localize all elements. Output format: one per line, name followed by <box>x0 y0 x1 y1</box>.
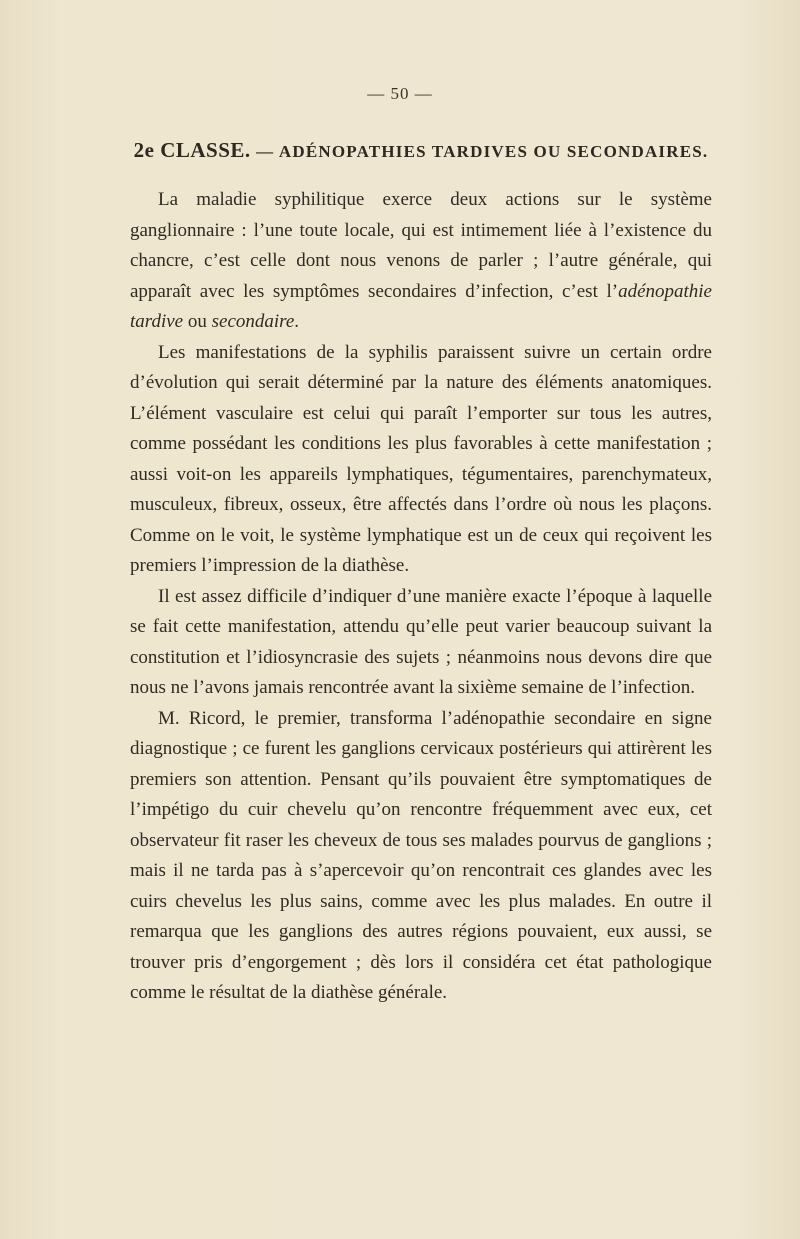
paragraph-1 <box>130 185 712 338</box>
paragraph-2: Les manifestations de la syphilis paraissent suivre un certain ordre d’évolution qui serait déterminé par la nature des éléments anatomiques. L’élément vasculaire est celui qui paraît l’emporter sur tous les autres, comme possédant les conditions les plus favorables à cette manifestation ; aussi voit-on les appareils lymphatiques, tégumentaires, parenchymateux, musculeux, fibreux, osseux, être affectés dans l’ordre où nous les plaçons. Comme on le voit, le système lymphatique est un de ceux qui reçoivent les premiers l’impression de la diathèse. <box>130 341 712 576</box>
section-heading <box>130 138 712 163</box>
section-title: — ADÉNOPATHIES TARDIVES OU SECONDAIRES. <box>256 142 709 161</box>
body-text <box>130 185 712 1009</box>
page-number: — 50 — <box>367 84 433 103</box>
section-class-label: 2e CLASSE. <box>133 138 251 162</box>
paragraph-1-emphasis: adénopathie tardive <box>130 280 712 332</box>
paragraph-1-text-after: . <box>294 311 300 332</box>
paragraph-4: M. Ricord, le premier, transforma l’adénopathie secondaire en signe diagnostique ; ce furent les ganglions cervicaux postérieurs qui attirèrent les premiers son attention. Pensant qu’ils pouvaient être symptomatiques de l’impétigo du cuir chevelu qu’on rencontre fréquemment avec eux, cet observateur fit raser les cheveux de tous ses malades pourvus de ganglions ; mais il ne tarda pas à s’apercevoir qu’on rencontrait ces glandes avec les cuirs chevelus les plus sains, comme avec les plus malades. En outre il remarqua que les ganglions des autres régions pouvaient, eux aussi, se trouver pris d’engorgement ; dès lors il considéra cet état pathologique comme le résultat de la diathèse générale. <box>130 707 712 1003</box>
paragraph-1-text-before: La maladie syphilitique exerce deux actions sur le système ganglionnaire : l’une toute locale, qui est intimement liée à l’existence du chancre, c’est celle dont nous venons de parler ; l’autre générale, qui apparaît avec les symptômes secondaires d’infection, c’est l’ <box>130 189 712 302</box>
paragraph-1-emphasis-2: secondaire <box>211 311 295 332</box>
paragraph-3: Il est assez difficile d’indiquer d’une manière exacte l’époque à laquelle se fait cette manifestation, attendu qu’elle peut varier beaucoup suivant la constitution et l’idiosyncrasie des sujets ; néanmoins nous devons dire que nous ne l’avons jamais rencontrée avant la sixième semaine de l’infection. <box>130 585 712 698</box>
paragraph-1-text-middle: ou <box>183 311 212 332</box>
